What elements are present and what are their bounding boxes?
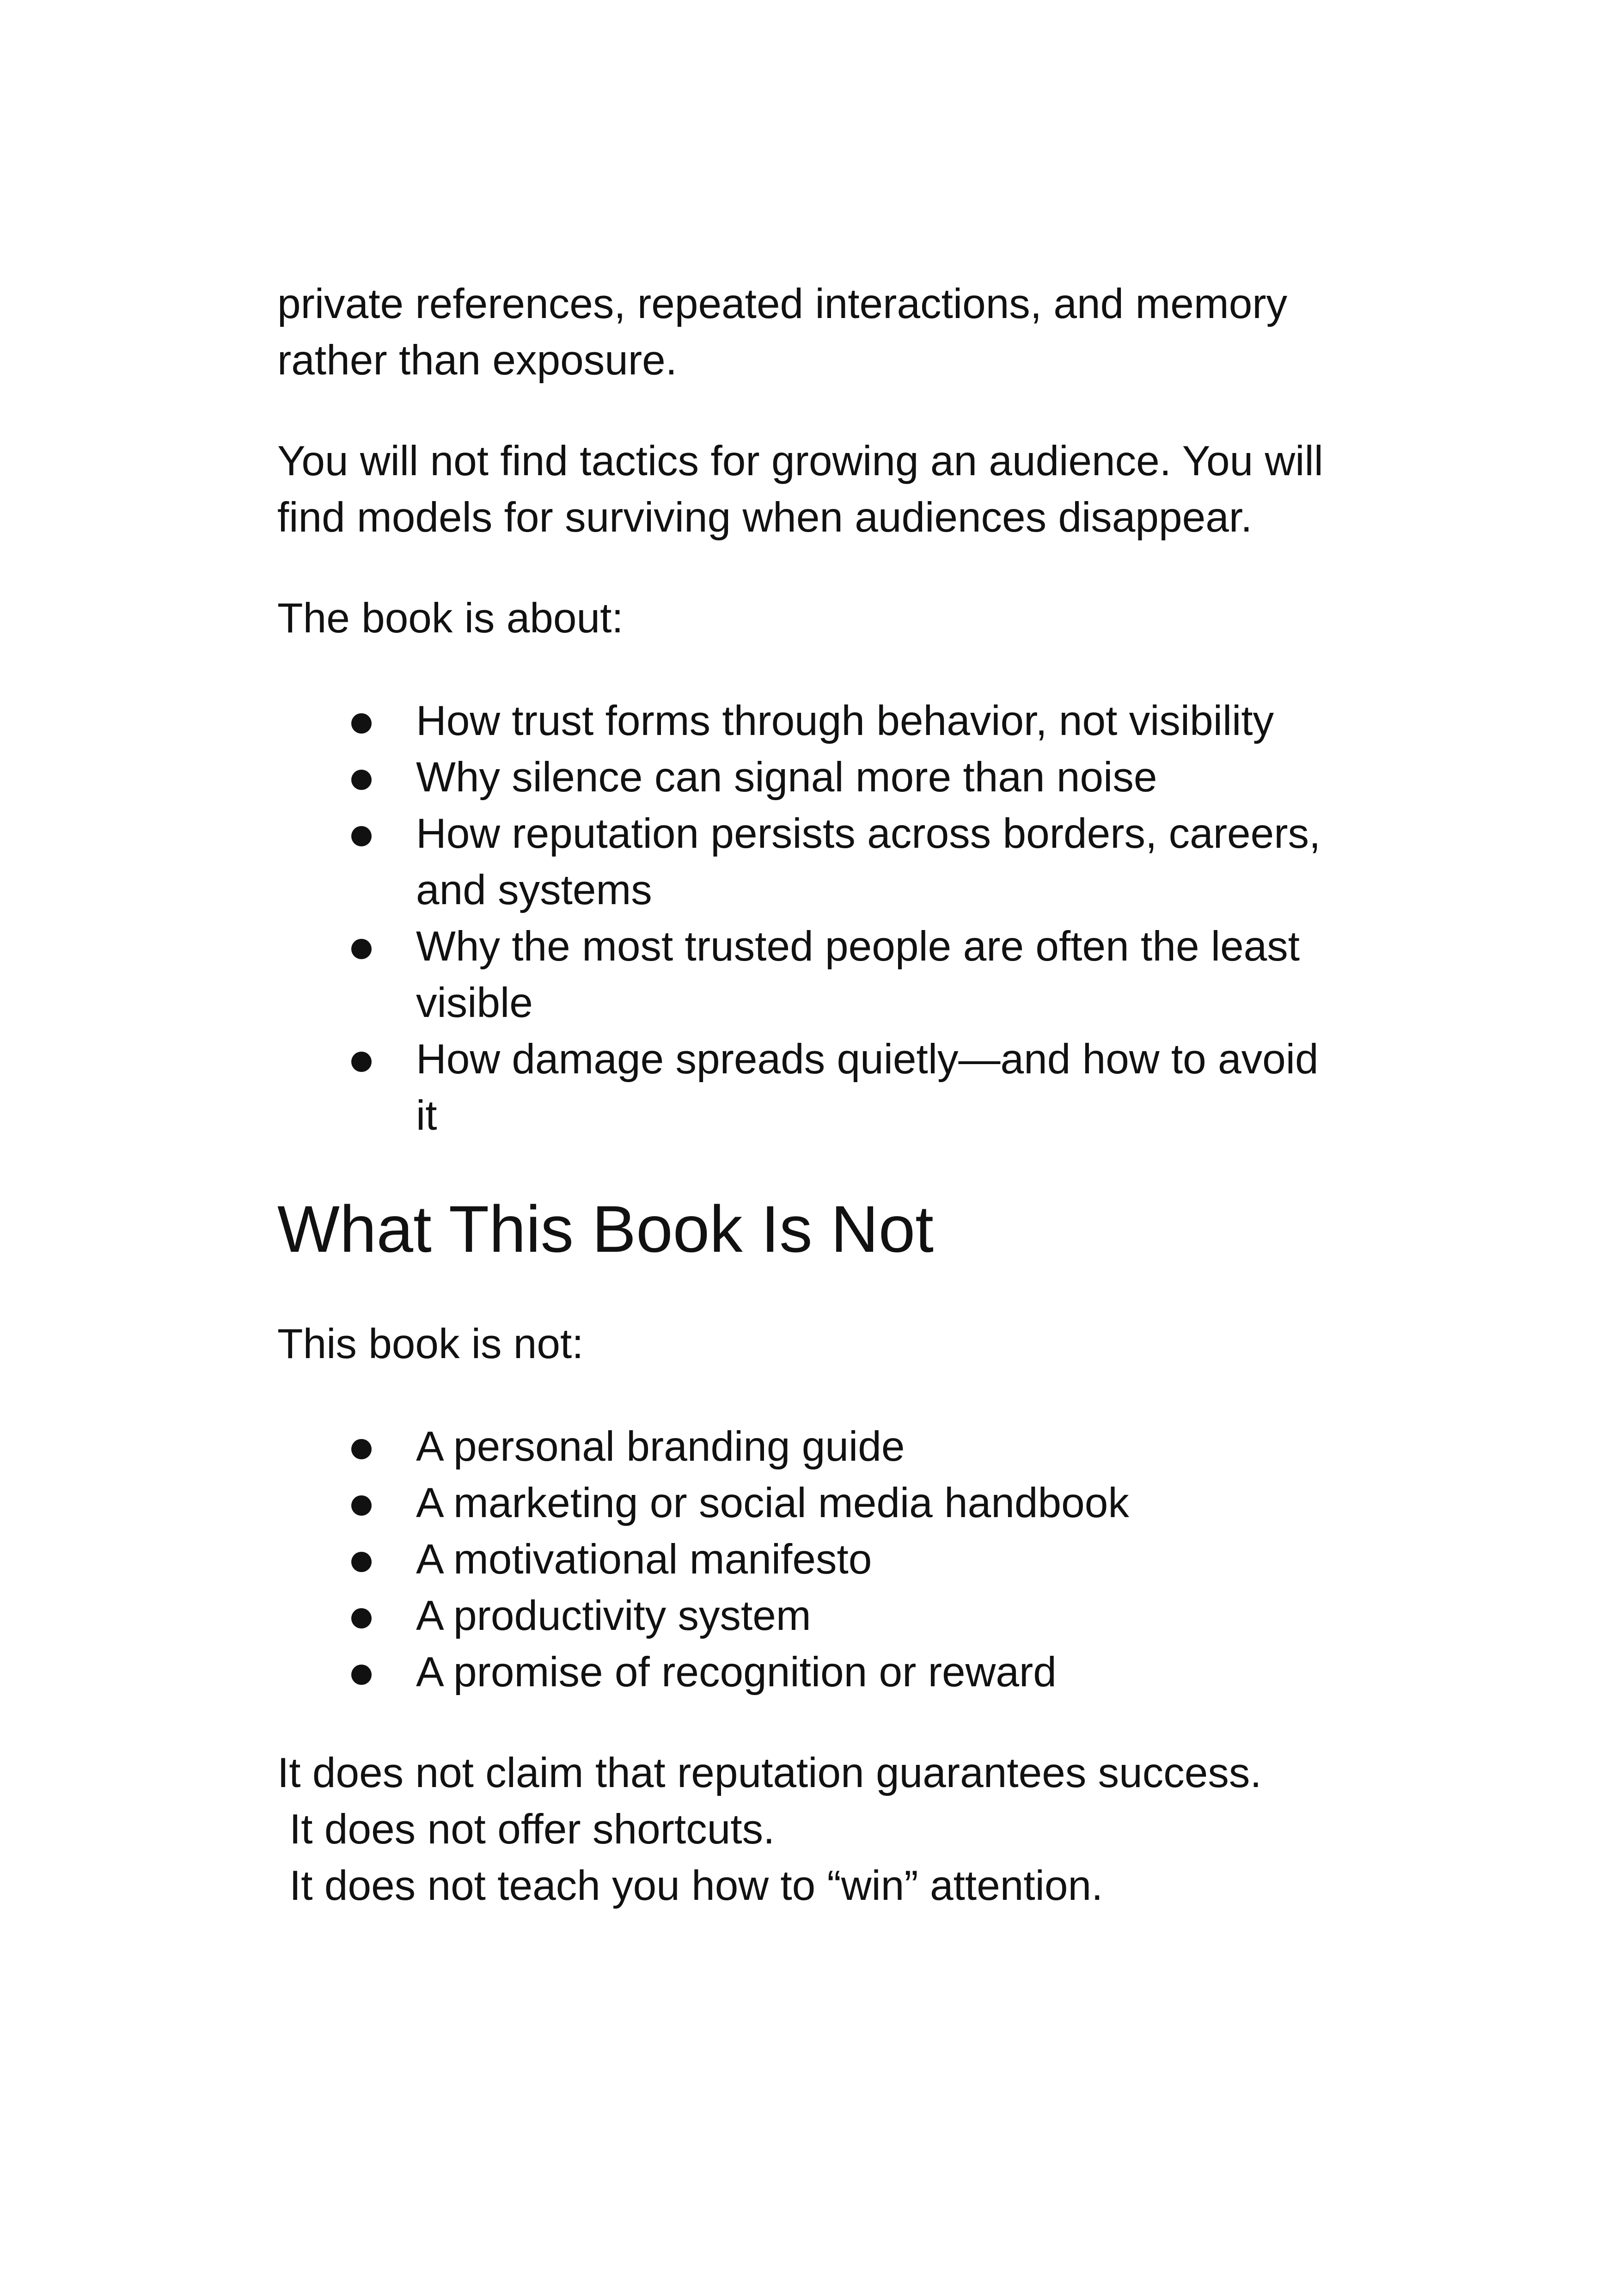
list-item-text: Why silence can signal more than noise	[416, 754, 1157, 801]
closing-line-2: It does not offer shortcuts.	[289, 1806, 775, 1853]
bullet-icon	[351, 1665, 372, 1685]
bullet-icon	[351, 1495, 372, 1516]
bullet-icon	[351, 713, 372, 734]
closing-line-1: It does not claim that reputation guarantees success.	[277, 1750, 1262, 1796]
about-label: The book is about:	[277, 595, 624, 642]
list-item-text: How trust forms through behavior, not visibility	[416, 698, 1274, 744]
list-item-text-continued: it	[416, 1092, 437, 1139]
bullet-icon	[351, 1439, 372, 1459]
list-item-text: A motivational manifesto	[416, 1536, 872, 1583]
para2-line-1: You will not find tactics for growing an audience. You will	[277, 438, 1323, 484]
closing-line-3: It does not teach you how to “win” attention.	[289, 1862, 1103, 1909]
list-item-text: A marketing or social media handbook	[416, 1480, 1129, 1526]
intro-line-2: rather than exposure.	[277, 337, 678, 384]
list-item-text: A productivity system	[416, 1592, 811, 1639]
section-heading: What This Book Is Not	[277, 1193, 934, 1266]
bullet-icon	[351, 770, 372, 790]
para2-line-2: find models for surviving when audiences disappear.	[277, 494, 1253, 541]
bullet-icon	[351, 1608, 372, 1629]
list-item-text-continued: and systems	[416, 867, 652, 913]
list-item-text: How damage spreads quietly—and how to avoid	[416, 1036, 1319, 1083]
list-item-text: A promise of recognition or reward	[416, 1649, 1057, 1696]
list-item-text-continued: visible	[416, 980, 533, 1026]
bullet-icon	[351, 939, 372, 959]
list-item-text: How reputation persists across borders, careers,	[416, 810, 1321, 857]
not-label: This book is not:	[277, 1321, 584, 1367]
list-item-text: Why the most trusted people are often the least	[416, 923, 1300, 970]
bullet-icon	[351, 1052, 372, 1072]
intro-line-1: private references, repeated interactions, and memory	[277, 281, 1288, 327]
bullet-icon	[351, 1552, 372, 1572]
bullet-icon	[351, 826, 372, 846]
list-item-text: A personal branding guide	[416, 1423, 905, 1470]
